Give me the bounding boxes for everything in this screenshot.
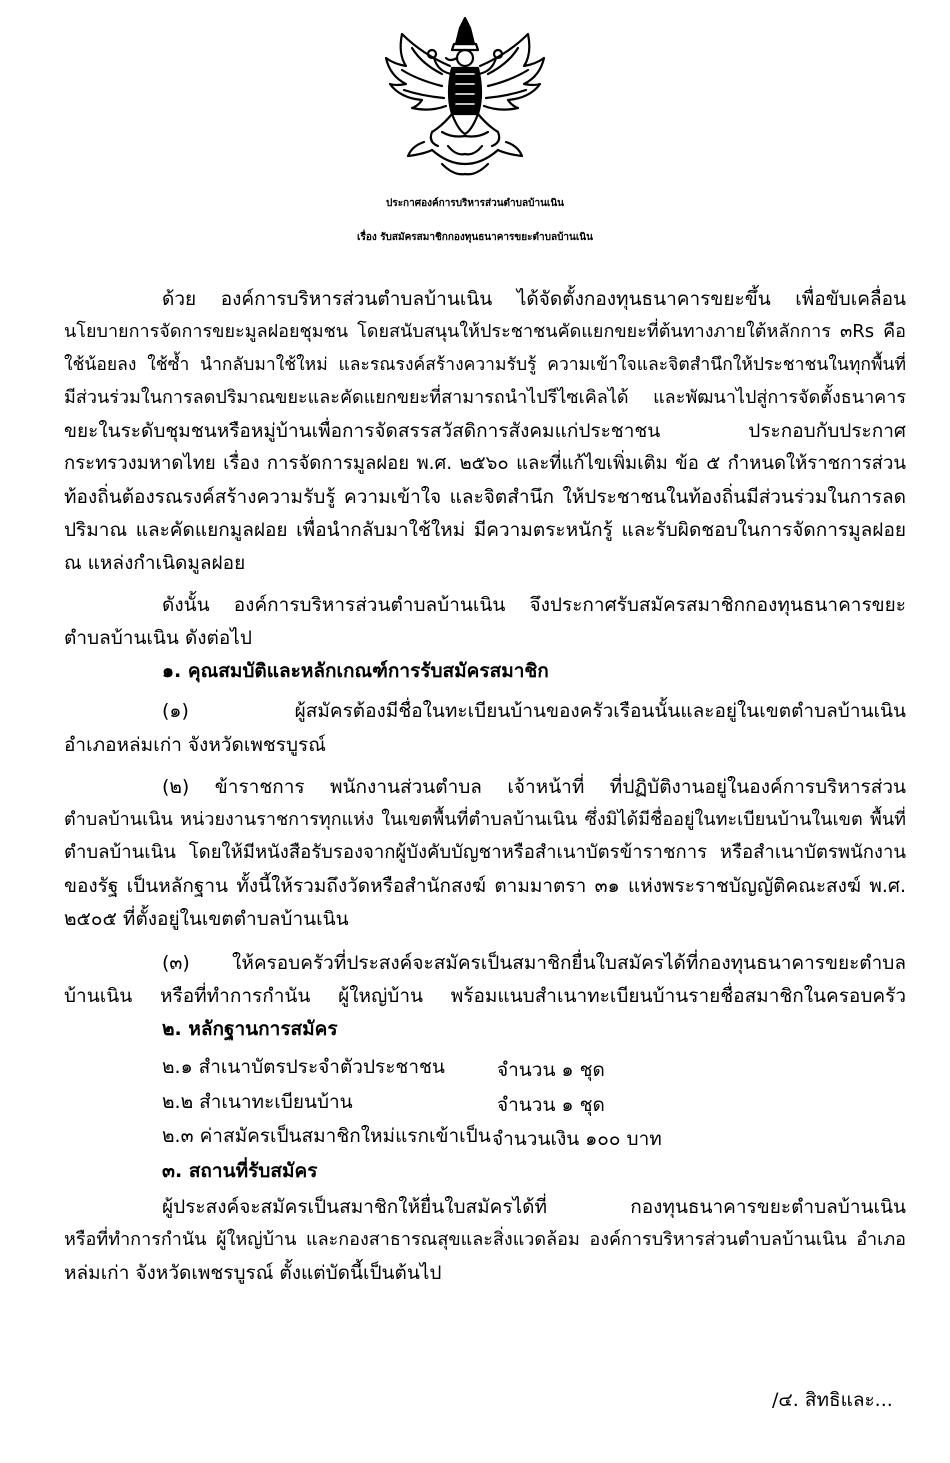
evidence-item-value: จำนวน ๑ ชุด bbox=[497, 1094, 605, 1116]
section-1-heading: ๑. คุณสมบัติและหลักเกณฑ์การรับสมัครสมาชิก bbox=[162, 660, 549, 682]
evidence-item-value: จำนวนเงิน ๑๐๐ บาท bbox=[492, 1128, 662, 1150]
paragraph-line: นโยบายการจัดการขยะมูลฝอยชุมชน โดยสนับสนุนให้ประชาชนคัดแยกขยะที่ต้นทางภายใต้หลักการ ๓Rs คือ bbox=[64, 321, 906, 342]
section-1-item-2: ตำบลบ้านเนิน โดยให้มีหนังสือรับรองจากผู้บังคับบัญชาหรือสำเนาบัตรข้าราชการ หรือสำเนาบัตรพนักงาน bbox=[64, 842, 906, 863]
section-1-item-3: บ้านเนิน หรือที่ทำการกำนัน ผู้ใหญ่บ้าน พร้อมแนบสำเนาทะเบียนบ้านรายชื่อสมาชิกในครอบครัว bbox=[64, 985, 906, 1007]
section-3-text: ผู้ประสงค์จะสมัครเป็นสมาชิกให้ยื่นใบสมัครได้ที่ กองทุนธนาคารขยะตำบลบ้านเนิน bbox=[162, 1196, 906, 1218]
section-1-item-1: อำเภอหล่มเก่า จังหวัดเพชรบูรณ์ bbox=[64, 734, 326, 756]
paragraph-line: กระทรวงมหาดไทย เรื่อง การจัดการมูลฝอย พ.ศ. ๒๕๖๐ และที่แก้ไขเพิ่มเติม ข้อ ๕ กำหนดให้ราชการส่วน bbox=[64, 453, 906, 474]
evidence-item-label: ๒.๓ ค่าสมัครเป็นสมาชิกใหม่แรกเข้าเป็น bbox=[162, 1125, 491, 1147]
section-3-text: หรือที่ทำการกำนัน ผู้ใหญ่บ้าน และกองสาธารณสุขและสิ่งแวดล้อม องค์การบริหารส่วนตำบลบ้านเนิน อำเภอ bbox=[64, 1229, 906, 1250]
paragraph-line: ณ แหล่งกำเนิดมูลฝอย bbox=[64, 552, 246, 574]
paragraph-line: ขยะในระดับชุมชนหรือหมู่บ้านเพื่อการจัดสรรสวัสดิการสังคมแก่ประชาชน ประกอบกับประกาศ bbox=[64, 420, 906, 442]
paragraph-line: ดังนั้น องค์การบริหารส่วนตำบลบ้านเนิน จึงประกาศรับสมัครสมาชิกกองทุนธนาคารขยะ bbox=[162, 594, 906, 616]
section-1-item-2: ๒๕๐๕ ที่ตั้งอยู่ในเขตตำบลบ้านเนิน bbox=[64, 908, 349, 930]
section-2-heading: ๒. หลักฐานการสมัคร bbox=[162, 1018, 338, 1040]
paragraph-line: ตำบลบ้านเนิน ดังต่อไป bbox=[64, 627, 252, 649]
garuda-emblem-icon bbox=[372, 14, 558, 180]
section-1-item-3: (๓) ให้ครอบครัวที่ประสงค์จะสมัครเป็นสมาชิกยื่นใบสมัครได้ที่กองทุนธนาคารขยะตำบล bbox=[162, 952, 906, 974]
announcement-subject: เรื่อง รับสมัครสมาชิกกองทุนธนาคารขยะตำบลบ้านเนิน bbox=[357, 232, 593, 243]
section-1-item-2: ตำบลบ้านเนิน หน่วยงานราชการทุกแห่ง ในเขตพื้นที่ตำบลบ้านเนิน ซึ่งมิได้มีชื่ออยู่ในทะเบียนบ้านในเขต พื้นที่ bbox=[64, 809, 906, 830]
page-continuation: /๔. สิทธิและ... bbox=[772, 1389, 893, 1411]
evidence-item-value: จำนวน ๑ ชุด bbox=[497, 1059, 605, 1081]
paragraph-line: ท้องถิ่นต้องรณรงค์สร้างความรับรู้ ความเข้าใจ และจิตสำนึก ให้ประชาชนในท้องถิ่นมีส่วนร่วมในการลด bbox=[64, 486, 906, 508]
paragraph-line: ใช้น้อยลง ใช้ซ้ำ นำกลับมาใช้ใหม่ และรณรงค์สร้างความรับรู้ ความเข้าใจและจิตสำนึกให้ประชาชนในทุกพื้นที่ bbox=[64, 355, 906, 375]
section-1-item-2: ของรัฐ เป็นหลักฐาน ทั้งนี้ให้รวมถึงวัดหรือสำนักสงฆ์ ตามมาตรา ๓๑ แห่งพระราชบัญญัติคณะสงฆ์ พ.ศ. bbox=[64, 875, 906, 897]
section-3-heading: ๓. สถานที่รับสมัคร bbox=[162, 1160, 318, 1182]
paragraph-line: มีส่วนร่วมในการลดปริมาณขยะและคัดแยกขยะที่สามารถนำไปรีไซเคิลได้ และพัฒนาไปสู่การจัดตั้งธนาคาร bbox=[64, 387, 906, 408]
paragraph-line: ปริมาณ และคัดแยกมูลฝอย เพื่อนำกลับมาใช้ใหม่ มีความตระหนักรู้ และรับผิดชอบในการจัดการมูลฝอย bbox=[64, 519, 906, 541]
section-1-item-2: (๒) ข้าราชการ พนักงานส่วนตำบล เจ้าหน้าที่ ที่ปฏิบัติงานอยู่ในองค์การบริหารส่วน bbox=[162, 776, 906, 798]
paragraph-line: ด้วย องค์การบริหารส่วนตำบลบ้านเนิน ได้จัดตั้งกองทุนธนาคารขยะขึ้น เพื่อขับเคลื่อน bbox=[162, 288, 906, 310]
section-3-text: หล่มเก่า จังหวัดเพชรบูรณ์ ตั้งแต่บัดนี้เป็นต้นไป bbox=[64, 1262, 442, 1284]
section-1-item-1: (๑) ผู้สมัครต้องมีชื่อในทะเบียนบ้านของครัวเรือนนั้นและอยู่ในเขตตำบลบ้านเนิน bbox=[162, 700, 906, 722]
evidence-item-label: ๒.๑ สำเนาบัตรประจำตัวประชาชน bbox=[162, 1056, 445, 1078]
evidence-item-label: ๒.๒ สำเนาทะเบียนบ้าน bbox=[162, 1091, 353, 1113]
announcement-title: ประกาศองค์การบริหารส่วนตำบลบ้านเนิน bbox=[385, 198, 565, 209]
